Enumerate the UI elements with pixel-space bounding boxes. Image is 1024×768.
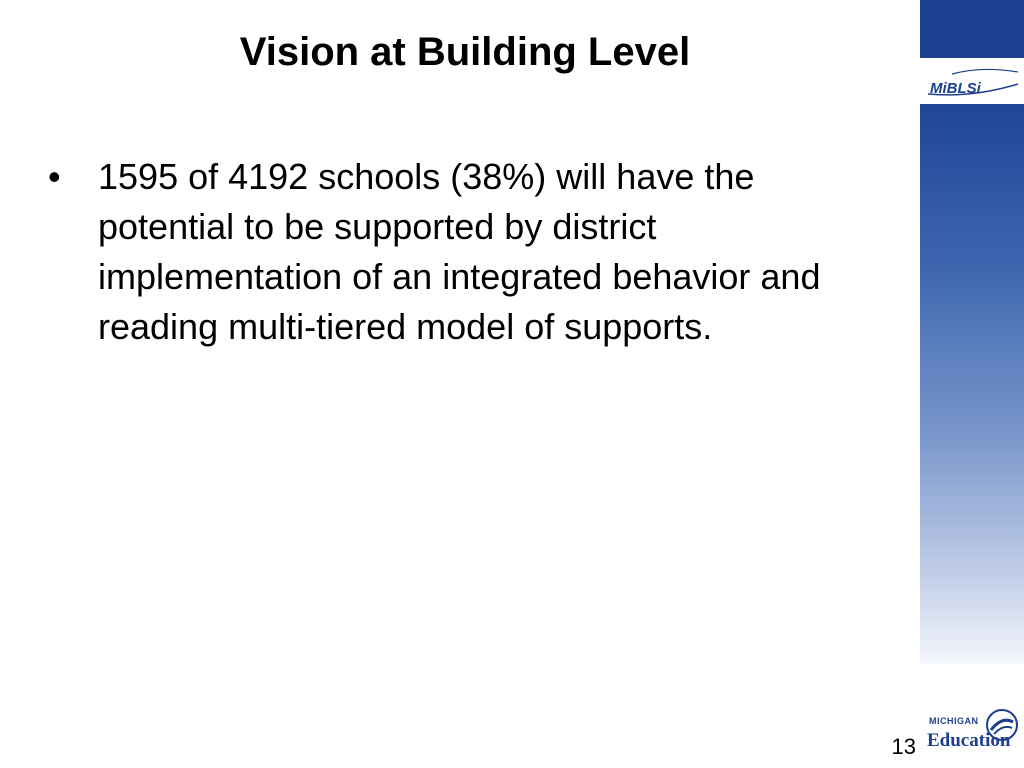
miblsi-logo [922, 64, 1022, 100]
sidebar-gradient [920, 104, 1024, 664]
michigan-education-logo [925, 708, 1021, 756]
decorative-sidebar [920, 0, 1024, 768]
michigan-logo-text: MICHIGAN [929, 716, 979, 726]
bullet-marker: • [48, 156, 61, 197]
education-logo-text: Education [927, 730, 1011, 751]
slide-title: Vision at Building Level [239, 30, 691, 74]
svg-text:MiBLSi: MiBLSi [930, 80, 981, 97]
bullet-list [44, 152, 884, 352]
page-number: 13 [891, 734, 916, 759]
bullet-text: 1595 of 4192 schools (38%) will have the potential to be supported by district implementation of an integrated behavior and reading multi-tiered model of supports. [98, 156, 821, 347]
sidebar-top-block [920, 0, 1024, 58]
bullet-item [44, 152, 884, 352]
